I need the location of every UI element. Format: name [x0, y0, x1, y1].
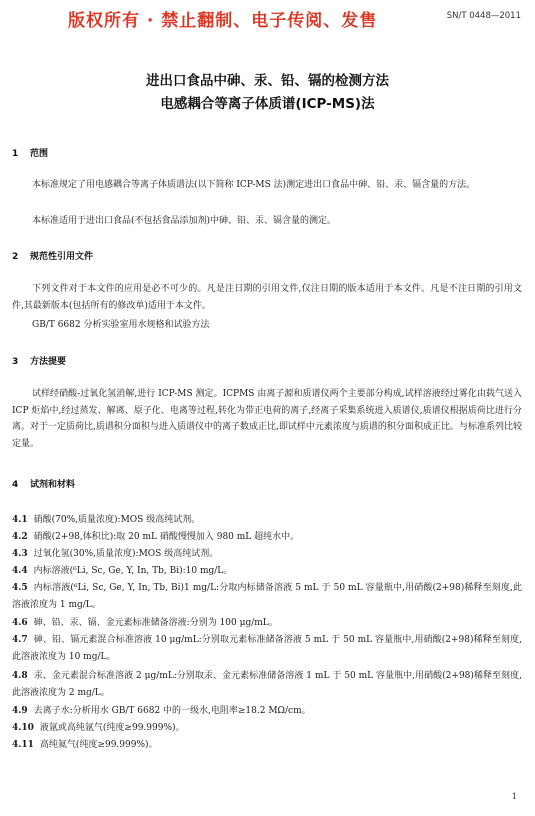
scope-paragraph-1: 本标准规定了用电感耦合等离子体质谱法(以下简称 ICP-MS 法)测定进出口食品中砷、铅、汞、镉含量的方法。 [32, 180, 476, 190]
scope-paragraph-2: 本标准适用于进出口食品(不包括食品添加剂)中砷、铅、汞、镉含量的测定。 [32, 216, 337, 226]
section-number: 3 [12, 357, 19, 367]
section-title: 试剂和材料 [30, 480, 76, 490]
item-number: 4.9 [12, 706, 28, 716]
section-heading-principle [12, 354, 66, 367]
reagent-item [12, 668, 522, 701]
section-number: 4 [12, 480, 19, 490]
page-number: 1 [511, 792, 517, 802]
section-title: 规范性引用文件 [30, 252, 94, 262]
copyright-watermark: 版权所有 · 禁止翻制、电子传阅、发售 [68, 11, 378, 31]
reagent-item [12, 632, 522, 665]
section-number: 1 [12, 149, 19, 159]
standard-code: SN/T 0448—2011 [446, 11, 521, 21]
item-number: 4.7 [12, 635, 28, 645]
reagent-item [12, 512, 522, 529]
reagent-item [12, 529, 522, 546]
item-text: 硝酸(70%,质量浓度):MOS 级高纯试剂。 [33, 515, 201, 525]
item-number: 4.6 [12, 618, 28, 628]
item-text: 液氩或高纯氩气(纯度≥99.999%)。 [39, 723, 185, 733]
reference-gbt-6682: GB/T 6682 分析实验室用水规格和试验方法 [32, 320, 210, 330]
item-number: 4.8 [12, 671, 28, 681]
item-number: 4.5 [12, 583, 28, 593]
section-heading-reagents [12, 477, 75, 490]
principle-paragraph: 试样经硝酸-过氧化氢消解,进行 ICP-MS 测定。ICPMS 由离子源和质谱仪两个主要部分构成,试样溶液经过雾化由载气送入 ICP 炬焰中,经过蒸发、解离、原子化、电离等过程,转化为带正电荷的离子,经离子采集系统进入质谱仪,质谱仪根据质荷比进行分离。对于一定质荷比,质谱积分面积与进入质谱仪中的离子数成正比,即试样中元素浓度与质谱的积分面积成正比。与标准系列比较定量。 [12, 389, 522, 449]
section-title: 范围 [30, 149, 49, 159]
document-title-line2: 电感耦合等离子体质谱(ICP-MS)法 [160, 96, 375, 112]
item-text: 砷、铅、镉元素混合标准溶液 10 μg/mL:分别取元素标准储备溶液 5 mL 于 50 mL 容量瓶中,用硝酸(2+98)稀释至刻度,此溶液浓度为 10 mg/L。 [12, 635, 522, 662]
document-title-line1: 进出口食品中砷、汞、铅、镉的检测方法 [146, 73, 389, 89]
reagent-item [12, 720, 522, 737]
item-number: 4.11 [12, 740, 34, 750]
reagent-item [12, 580, 522, 613]
item-number: 4.10 [12, 723, 34, 733]
reagent-item [12, 615, 522, 632]
item-number: 4.2 [12, 532, 28, 542]
item-text: 砷、铅、汞、镉、金元素标准储备溶液:分别为 100 μg/mL。 [33, 618, 278, 628]
item-number: 4.4 [12, 566, 28, 576]
reagent-item [12, 563, 522, 580]
item-text: 高纯氦气(纯度≥99.999%)。 [39, 740, 158, 750]
section-number: 2 [12, 252, 19, 262]
section-title: 方法提要 [30, 357, 67, 367]
references-paragraph: 下列文件对于本文件的应用是必不可少的。凡是注日期的引用文件,仅注日期的版本适用于本文件。凡是不注日期的引用文件,其最新版本(包括所有的修改单)适用于本文件。 [12, 284, 522, 311]
item-number: 4.3 [12, 549, 28, 559]
item-text: 过氧化氢(30%,质量浓度):MOS 级高纯试剂。 [33, 549, 219, 559]
item-number: 4.1 [12, 515, 28, 525]
item-text: 硝酸(2+98,体积比):取 20 mL 硝酸慢慢加入 980 mL 超纯水中。 [33, 532, 300, 542]
item-text: 内标溶液(⁶Li, Sc, Ge, Y, In, Tb, Bi)1 mg/L:分取内标储备溶液 5 mL 于 50 mL 容量瓶中,用硝酸(2+98)稀释至刻度,此溶液浓度为 1 mg/L。 [12, 583, 522, 610]
reagent-item [12, 703, 522, 720]
item-text: 内标溶液(⁶Li, Sc, Ge, Y, In, Tb, Bi):10 mg/L。 [33, 566, 233, 576]
item-text: 去离子水:分析用水 GB/T 6682 中的一级水,电阻率≥18.2 MΩ/cm。 [33, 706, 311, 716]
section-heading-normative-references [12, 249, 93, 262]
reagent-item [12, 546, 522, 563]
reagent-item [12, 737, 522, 754]
section-heading-scope [12, 146, 48, 159]
item-text: 汞、金元素混合标准溶液 2 μg/mL:分别取汞、金元素标准储备溶液 1 mL 于 50 mL 容量瓶中,用硝酸(2+98)稀释至刻度,此溶液浓度为 2 mg/L。 [12, 671, 522, 698]
